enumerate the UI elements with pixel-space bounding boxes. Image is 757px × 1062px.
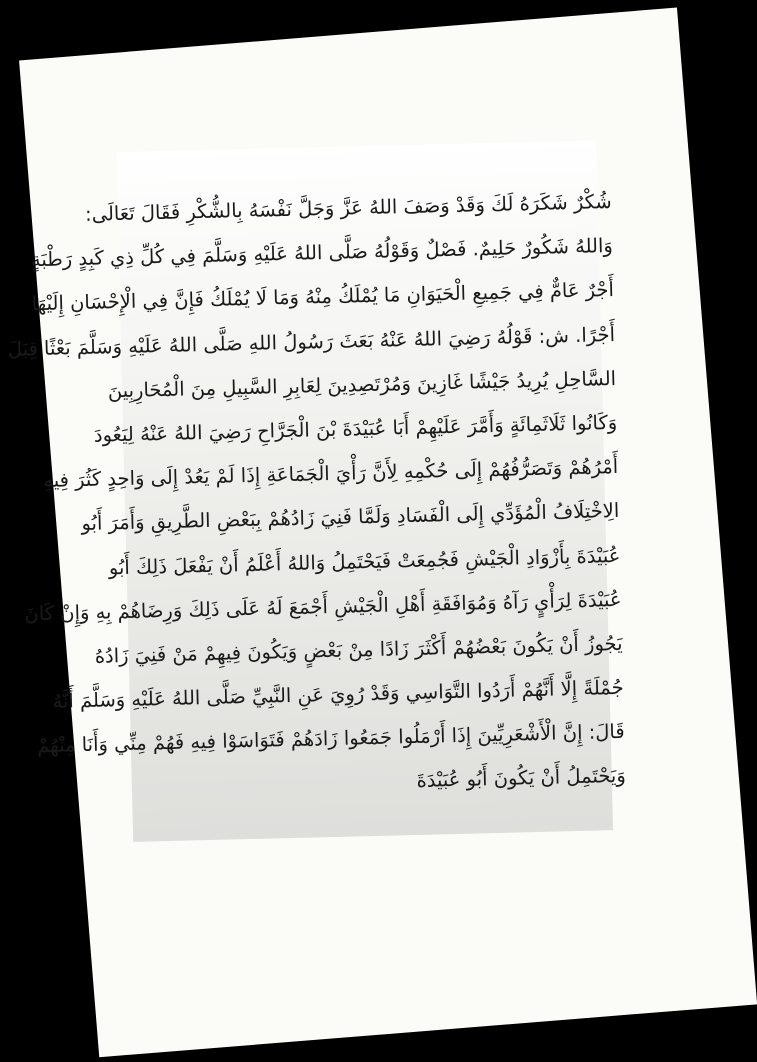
text-line: عُبَيْدَةَ بِأَزْوَادِ الْجَيْشِ فَجُمِعَتْ فَيَحْتَمِلُ وَاللهُ أَعْلَمُ أَنْ يَفْعَلَ ذَلِكَ أَبُو [108,543,621,579]
text-line: وَكَانُوا ثَلَاثَمِائَةٍ وَأَمَّرَ عَلَيْهِمْ أَبَا عُبَيْدَةَ بْنَ الْجَرَّاحِ رَضِيَ اللهُ عَنْهُ لِيَعُودَ [93,410,618,447]
text-line: السَّاحِلِ يُرِيدُ جَيْشًا غَازِينَ وَمُرْتَصِدِينَ لِعَابِرِ السَّبِيلِ مِنَ الْمُحَارِبِينَ [107,366,617,403]
arabic-text-block [7,180,632,811]
text-line: عُبَيْدَةَ لِرَأْيٍ رَآهُ وَمُوَافَقَةِ أَهْلِ الْجَيْشِ أَجْمَعَ لَهُ عَلَى ذَلِكَ وَرِضَاهُمْ بِهِ وَإِنْ كَانَ [24,587,622,626]
text-line: الِاخْتِلَافُ الْمُؤَدِّي إِلَى الْفَسَادِ وَلَمَّا فَنِيَ زَادُهُمْ بِبَعْضِ الطَّرِيقِ وَأَمَرَ أَبُو [81,499,620,536]
text-line: أَجْرٌ عَامٌّ فِي جَمِيعِ الْحَيَوَانِ مَا يُمْلَكُ مِنْهُ وَمَا لَا يُمْلَكُ فَإِنَّ فِي الْإِحْسَانِ إِلَيْهَا [31,278,615,316]
text-line: قَالَ: إِنَّ الْأَشْعَرِيِّينَ إِذَا أَرْمَلُوا جَمَعُوا زَادَهُمْ فَتَوَاسَوْا فِيهِ فَهُمْ مِنِّي وَأَنَا مِنْهُمْ [36,720,625,758]
text-line: يَجُوزُ أَنْ يَكُونَ بَعْضُهُمْ أَكْثَرَ زَادًا مِنْ بَعْضٍ وَيَكُونَ فِيهِمْ مَنْ فَنِيَ زَادُهُ [94,631,623,668]
text-line: أَمْرُهُمْ وَتَصَرُّفُهُمْ إِلَى حُكْمِهِ لِأَنَّ رَأْيَ الْجَمَاعَةِ إِذَا لَمْ يَعُدْ إِلَى وَاحِدٍ كَثُرَ فِيهِ [43,455,619,493]
text-line: وَاللهُ شَكُورٌ حَلِيمٌ. فَصْلٌ وَقَوْلُهُ صَلَّى اللهُ عَلَيْهِ وَسَلَّمَ فِي كُلِّ ذِي كَبِدٍ رَطْبَةٍ [30,234,614,272]
text-line: شُكْرٌ شَكَرَهُ لَكَ وَقَدْ وَصَفَ اللهُ عَزَّ وَجَلَّ نَفْسَهُ بِالشُّكْرِ فَقَالَ تَعَالَى: [84,190,612,226]
scanned-text-panel [7,140,627,842]
text-line: جُمْلَةً إِلَّا أَنَّهُمْ أَرَدُوا التَّوَاسِي وَقَدْ رُوِيَ عَنِ النَّبِيِّ صَلَّى اللهُ عَلَيْهِ وَسَلَّمَ أَنَّهُ [52,675,624,713]
text-line: وَيَحْتَمِلُ أَنْ يَكُونَ أَبُو عُبَيْدَةَ [416,764,627,793]
text-line: أَجْرًا. ش: قَوْلُهُ رَضِيَ اللهُ عَنْهُ بَعَثَ رَسُولُ اللهِ صَلَّى اللهُ عَلَيْهِ وَسَلَّمَ بَعْثًا قِبَلَ [7,322,616,361]
paper-page [7,8,757,1058]
